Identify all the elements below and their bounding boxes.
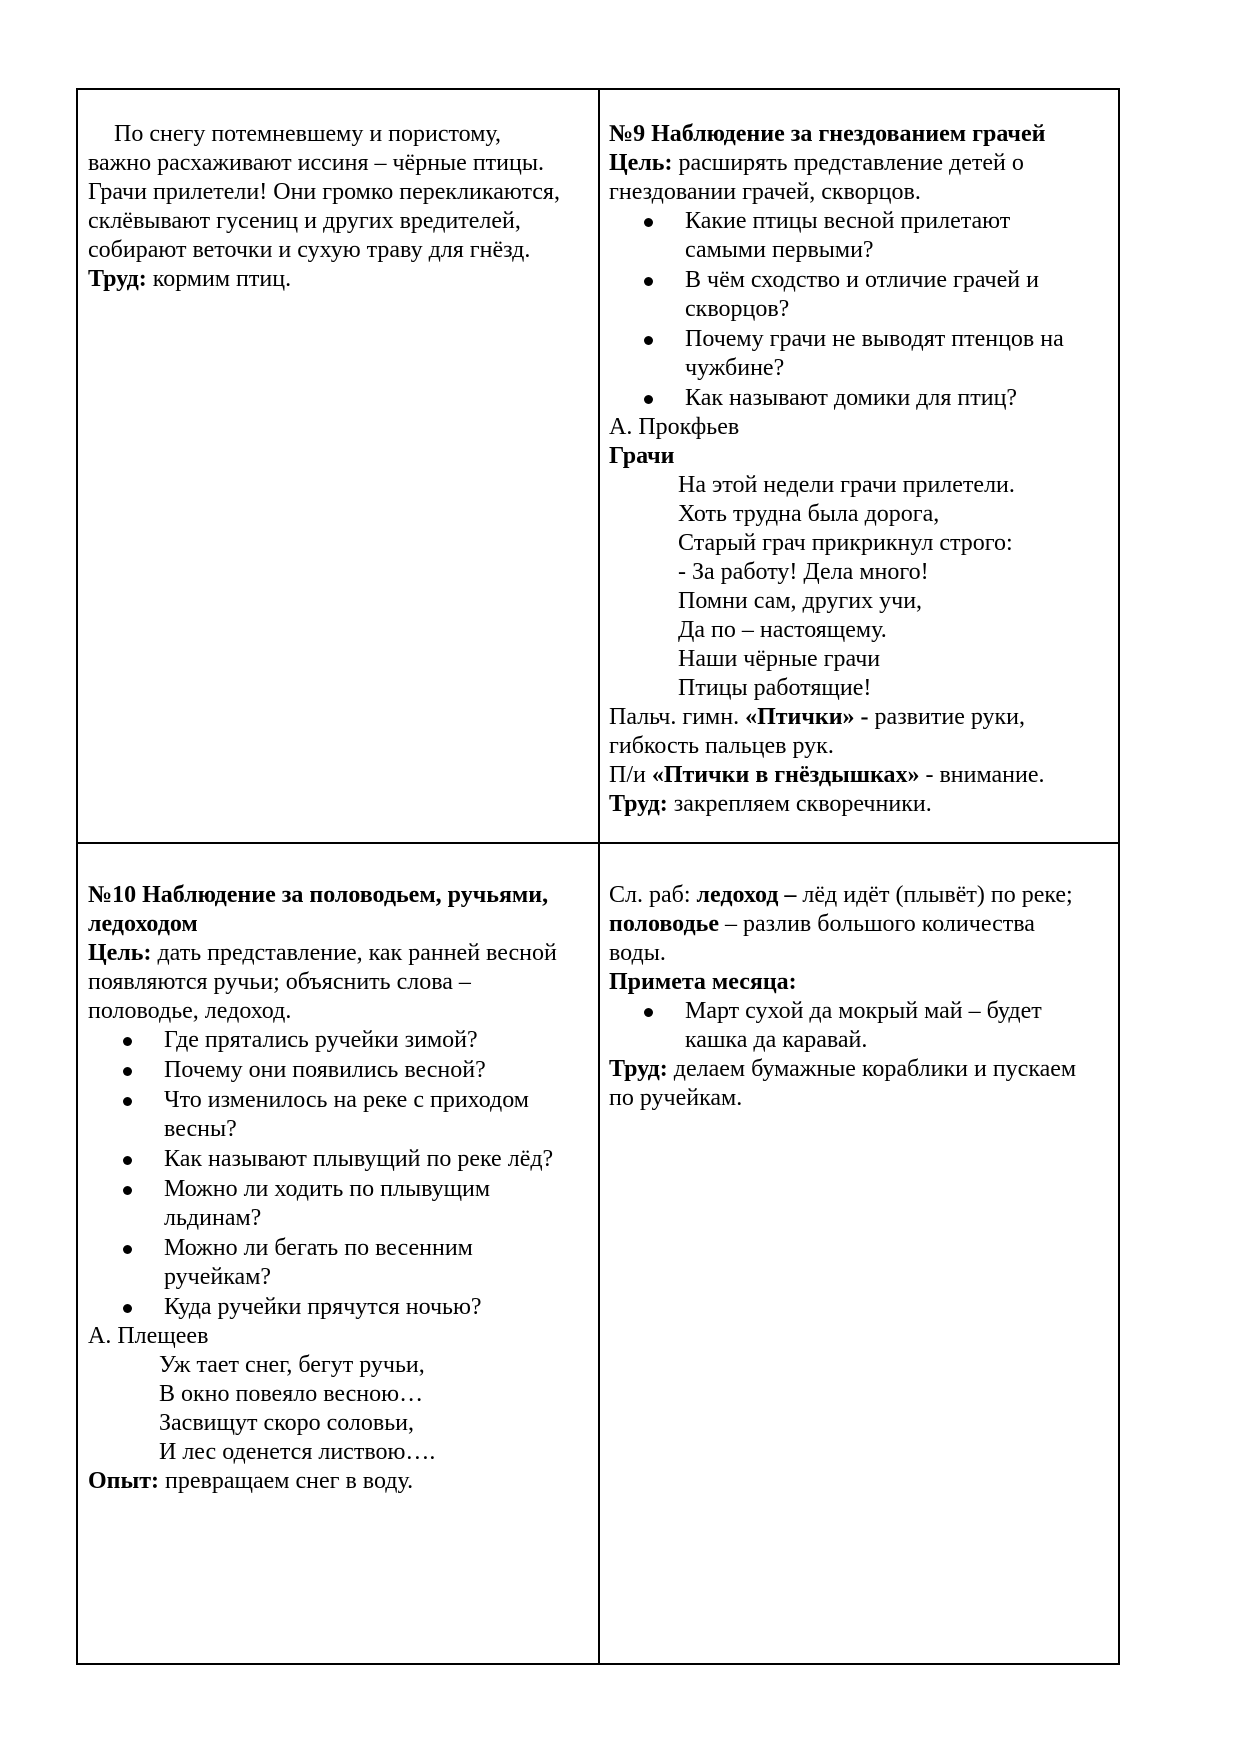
labor-label: Труд:	[88, 266, 147, 292]
omen-list	[609, 997, 1114, 1055]
cell-bottom-left	[88, 881, 593, 1496]
poem-line: - За работу! Дела много!	[678, 559, 929, 585]
goal-label: Цель:	[88, 940, 152, 966]
poem	[609, 471, 1114, 703]
paragraph-line: По снегу потемневшему и пористому,	[114, 121, 502, 147]
poem-line: Помни сам, других учи,	[678, 588, 923, 614]
list-item: Куда ручейки прячутся ночью?	[164, 1293, 593, 1322]
bullet-icon	[123, 1245, 132, 1254]
poem-author: А. Плещеев	[88, 1323, 209, 1349]
question-list	[88, 1026, 593, 1322]
question-list	[609, 207, 1114, 413]
list-item: Как называют плывущий по реке лёд?	[164, 1145, 593, 1174]
finger-gymnastics-line: гибкость пальцев рук.	[609, 733, 834, 759]
table-border-center	[598, 88, 600, 1665]
list-item: Почему они появились весной?	[164, 1056, 593, 1085]
vocabulary-line: Сл. раб: ледоход – лёд идёт (плывёт) по реке;	[609, 882, 1073, 908]
poem	[88, 1351, 593, 1467]
bullet-icon	[644, 1008, 653, 1017]
bullet-icon	[644, 395, 653, 404]
list-item: Почему грачи не выводят птенцов на чужбине?	[685, 325, 1114, 383]
labor-line: Труд: закрепляем скворечники.	[609, 791, 932, 817]
poem-title: Грачи	[609, 443, 675, 469]
paragraph-line: Грачи прилетели! Они громко перекликаются,	[88, 179, 560, 205]
table-border-right	[1118, 88, 1120, 1665]
cell-bottom-right	[609, 881, 1114, 1113]
poem-line: Засвищут скоро соловьи,	[159, 1410, 414, 1436]
finger-gymnastics-line: Пальч. гимн. «Птички» - развитие руки,	[609, 704, 1026, 730]
bullet-icon	[123, 1067, 132, 1076]
poem-line: Да по – настоящему.	[678, 617, 887, 643]
list-item: Какие птицы весной прилетают самыми первыми?	[685, 207, 1114, 265]
list-item: В чём сходство и отличие грачей и скворцов?	[685, 266, 1114, 324]
cell-top-left	[88, 120, 593, 294]
list-item: Где прятались ручейки зимой?	[164, 1026, 593, 1055]
section-title: №10 Наблюдение за половодьем, ручьями,	[88, 882, 549, 908]
bullet-icon	[123, 1097, 132, 1106]
goal-label: Цель:	[609, 150, 673, 176]
vocabulary-line: половодье – разлив большого количества	[609, 911, 1035, 937]
goal-line: Цель: дать представление, как ранней весной	[88, 940, 557, 966]
list-item: Можно ли ходить по плывущим льдинам?	[164, 1175, 593, 1233]
bullet-icon	[123, 1037, 132, 1046]
labor-line	[88, 265, 593, 294]
poem-line: Уж тает снег, бегут ручьи,	[159, 1352, 425, 1378]
vocabulary-line: воды.	[609, 940, 666, 966]
poem-line: Птицы работящие!	[678, 675, 872, 701]
poem-line: И лес оденется листвою….	[159, 1439, 436, 1465]
poem-author: А. Прокфьев	[609, 414, 740, 440]
goal-line: Цель: расширять представление детей о	[609, 150, 1024, 176]
bullet-icon	[123, 1186, 132, 1195]
labor-line: Труд: делаем бумажные кораблики и пускаем	[609, 1056, 1077, 1082]
paragraph-line: важно расхаживают иссиня – чёрные птицы.	[88, 150, 544, 176]
bullet-icon	[644, 336, 653, 345]
list-item: Как называют домики для птиц?	[685, 384, 1114, 413]
goal-line: появляются ручьи; объяснить слова –	[88, 969, 471, 995]
goal-line: половодье, ледоход.	[88, 998, 292, 1024]
poem-line: В окно повеяло весною…	[159, 1381, 424, 1407]
experiment-label: Опыт:	[88, 1468, 160, 1494]
labor-label: Труд:	[609, 1056, 668, 1082]
bullet-icon	[644, 277, 653, 286]
experiment-line: Опыт: превращаем снег в воду.	[88, 1468, 414, 1494]
list-item: Март сухой да мокрый май – будет кашка да каравай.	[685, 997, 1114, 1055]
cell-top-right	[609, 120, 1114, 819]
poem-line: Старый грач прикрикнул строго:	[678, 530, 1013, 556]
paragraph-line: склёвывают гусениц и других вредителей,	[88, 208, 521, 234]
poem-line: На этой недели грачи прилетели.	[678, 472, 1015, 498]
game-line: П/и «Птички в гнёздышках» - внимание.	[609, 762, 1045, 788]
labor-line: по ручейкам.	[609, 1085, 743, 1111]
paragraph-line: собирают веточки и сухую траву для гнёзд.	[88, 237, 531, 263]
labor-text: кормим птиц.	[146, 266, 292, 292]
list-item: Что изменилось на реке с приходом весны?	[164, 1086, 593, 1144]
bullet-icon	[123, 1156, 132, 1165]
poem-line: Хоть трудна была дорога,	[678, 501, 940, 527]
table-border-left	[76, 88, 78, 1665]
bullet-icon	[123, 1304, 132, 1313]
bullet-icon	[644, 218, 653, 227]
omen-label: Примета месяца:	[609, 969, 797, 995]
poem-line: Наши чёрные грачи	[678, 646, 881, 672]
section-title: ледоходом	[88, 911, 198, 937]
list-item: Можно ли бегать по весенним ручейкам?	[164, 1234, 593, 1292]
section-title: №9 Наблюдение за гнездованием грачей	[609, 121, 1046, 147]
goal-line: гнездовании грачей, скворцов.	[609, 179, 921, 205]
labor-label: Труд:	[609, 791, 668, 817]
